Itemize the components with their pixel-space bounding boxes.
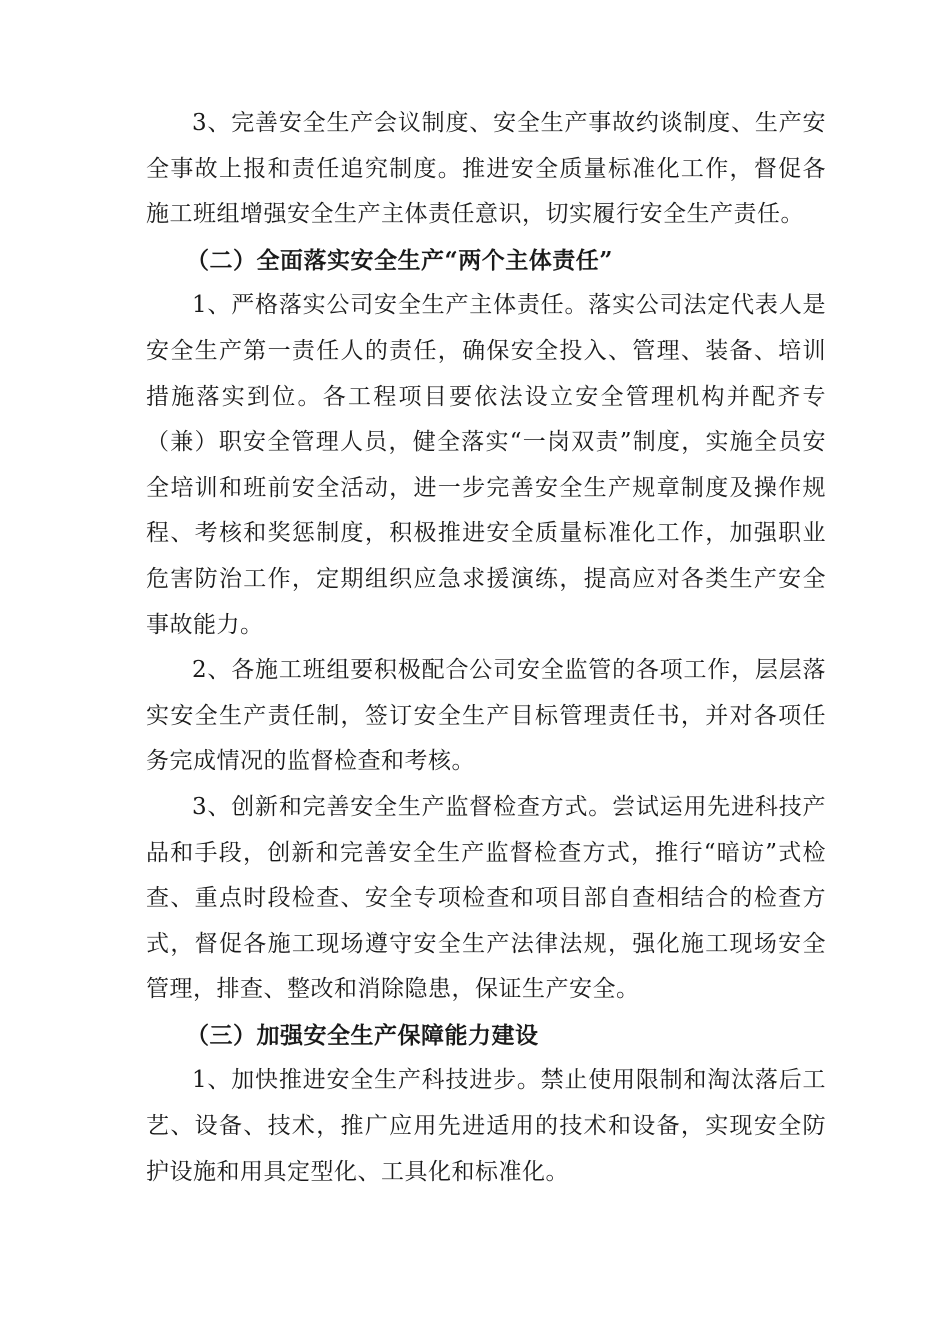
paragraph-item-1-company-responsibility: 1、严格落实公司安全生产主体责任。落实公司法定代表人是安全生产第一责任人的责任，确保安全投入、管理、装备、培训措施落实到位。各工程项目要依法设立安全管理机构并配齐专（兼）职安全管理人员，健全落实“一岗双责”制度，实施全员安全培训和班前安全活动，进一步完善安全生产规章制度及操作规程、考核和奖惩制度，积极推进安全质量标准化工作，加强职业危害防治工作，定期组织应急求援演练，提高应对各类生产安全事故能力。 — [146, 292, 826, 638]
document-page — [146, 101, 826, 1195]
paragraph-item-3-inspection-methods: 3、创新和完善安全生产监督检查方式。尝试运用先进科技产品和手段，创新和完善安全生产监督检查方式，推行“暗访”式检查、重点时段检查、安全专项检查和项目部自查相结合的检查方式，督促各施工现场遵守安全生产法律法规，强化施工现场安全管理，排查、整改和消除隐患，保证生产安全。 — [146, 793, 826, 1003]
section-heading-capability-building: （三）加强安全生产保障能力建设 — [186, 1021, 539, 1049]
paragraph-item-2-team-cooperation: 2、各施工班组要积极配合公司安全监管的各项工作，层层落实安全生产责任制，签订安全生产目标管理责任书，并对各项任务完成情况的监督检查和考核。 — [146, 657, 826, 775]
paragraph-item-3-meeting-system: 3、完善安全生产会议制度、安全生产事故约谈制度、生产安全事故上报和责任追究制度。推进安全质量标准化工作，督促各施工班组增强安全生产主体责任意识，切实履行安全生产责任。 — [146, 110, 826, 228]
section-heading-two-responsibilities: （二）全面落实安全生产“两个主体责任” — [186, 246, 613, 274]
paragraph-item-1-technology-progress: 1、加快推进安全生产科技进步。禁止使用限制和淘汰落后工艺、设备、技术，推广应用先进适用的技术和设备，实现安全防护设施和用具定型化、工具化和标准化。 — [146, 1067, 826, 1185]
